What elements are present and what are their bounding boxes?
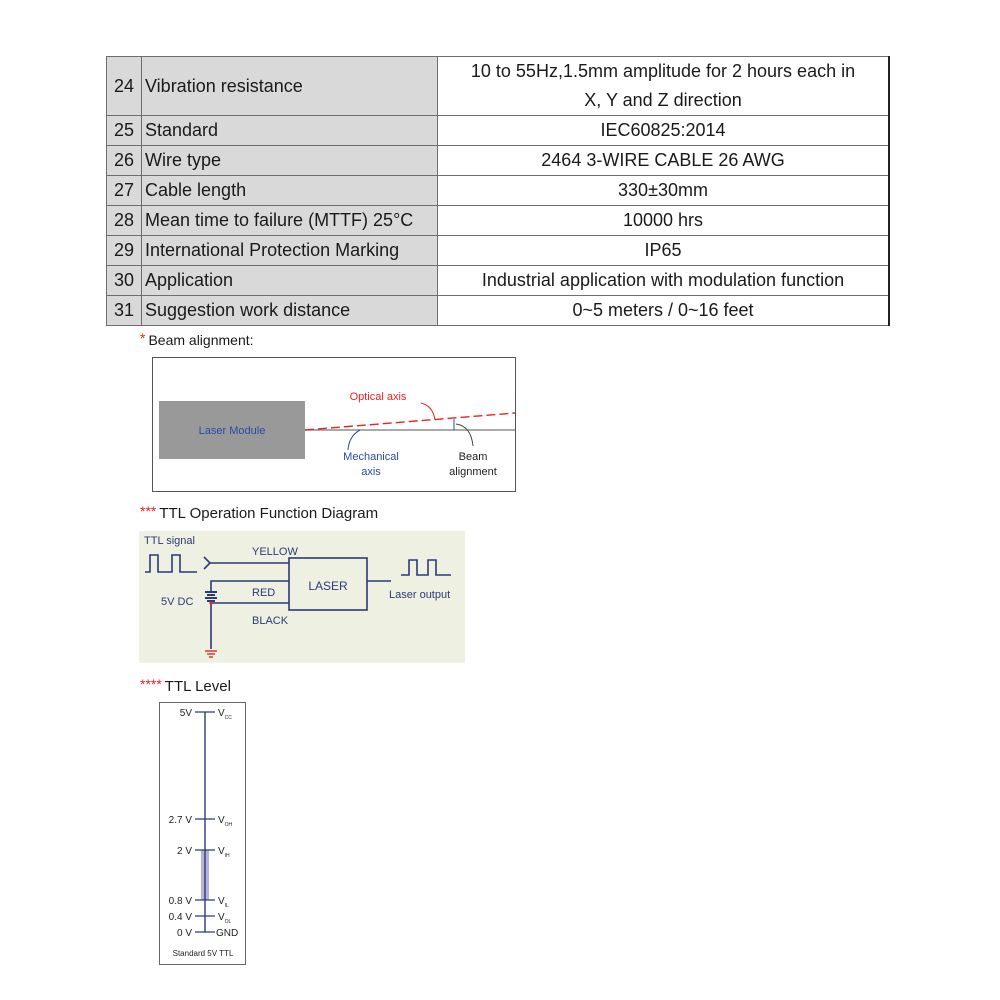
- ttl-level-diagram: [159, 702, 246, 965]
- row-number: 24: [107, 57, 142, 116]
- row-number: 30: [107, 266, 142, 296]
- ttl-operation-diagram: [139, 531, 465, 663]
- ttl-operation-heading: [140, 503, 378, 522]
- ttl-level-heading: [140, 676, 231, 695]
- beam-alignment-diagram: [152, 357, 516, 492]
- row-label: Standard: [142, 116, 438, 146]
- row-label: Wire type: [142, 146, 438, 176]
- level-name: $V_{OL}$: [218, 912, 232, 925]
- optical-axis-label: Optical axis: [349, 391, 407, 403]
- table-row: [107, 206, 890, 236]
- row-value: 2464 3-WIRE CABLE 26 AWG: [438, 146, 890, 176]
- row-number: 27: [107, 176, 142, 206]
- row-label: Cable length: [142, 176, 438, 206]
- row-label: International Protection Marking: [142, 236, 438, 266]
- supply-label: 5V DC: [161, 596, 194, 608]
- spec-table: [106, 56, 890, 326]
- row-value: 0~5 meters / 0~16 feet: [438, 296, 890, 326]
- row-value: 10000 hrs: [438, 206, 890, 236]
- row-label: Vibration resistance: [142, 57, 438, 116]
- table-row: [107, 266, 890, 296]
- level-name: $V_{IH}$: [218, 846, 230, 859]
- ground-icon: [205, 651, 217, 657]
- table-row: [107, 296, 890, 326]
- heading-text: TTL Operation Function Diagram: [159, 505, 379, 522]
- row-value: 330±30mm: [438, 176, 890, 206]
- junction-dot: [209, 601, 212, 604]
- ttl-signal-waveform: [145, 555, 197, 572]
- level-name: $V_{CC}$: [218, 708, 232, 721]
- level-voltage: 0.8 V: [168, 896, 192, 907]
- row-number: 29: [107, 236, 142, 266]
- mechanical-axis-label-line1: Mechanical: [343, 451, 399, 463]
- level-name: $V_{OH}$: [218, 815, 233, 828]
- beam-alignment-label-line2: alignment: [449, 466, 497, 478]
- beam-alignment-graphic: [153, 358, 515, 491]
- level-name: $V_{IL}$: [218, 896, 229, 909]
- wire-label-black: BLACK: [252, 615, 289, 627]
- beam-alignment-leader: [456, 424, 473, 446]
- heading-text: Beam alignment:: [148, 332, 254, 348]
- level-voltage: 2 V: [176, 846, 192, 857]
- table-row: [107, 236, 890, 266]
- ttl-level-graphic: [160, 703, 245, 964]
- laser-label: LASER: [308, 579, 348, 593]
- laser-output-label: Laser output: [389, 589, 451, 601]
- row-value: Industrial application with modulation function: [438, 266, 890, 296]
- wire-label-red: RED: [252, 587, 276, 599]
- row-number: 31: [107, 296, 142, 326]
- row-label: Mean time to failure (MTTF) 25°C: [142, 206, 438, 236]
- ttl-operation-graphic: [139, 531, 465, 663]
- laser-module-label: Laser Module: [198, 425, 266, 437]
- table-row: [107, 176, 890, 206]
- row-number: 26: [107, 146, 142, 176]
- ttl-level-caption: Standard 5V TTL: [172, 949, 234, 958]
- row-number: 25: [107, 116, 142, 146]
- footnote-marker: ***: [140, 503, 157, 519]
- signal-arrow-icon: [204, 557, 210, 569]
- mechanical-axis-leader: [348, 430, 360, 450]
- row-number: 28: [107, 206, 142, 236]
- ttl-signal-label: TTL signal: [144, 535, 195, 547]
- row-label: Application: [142, 266, 438, 296]
- laser-output-waveform: [401, 560, 451, 575]
- red-wire: [211, 581, 289, 592]
- level-voltage: 5V: [179, 708, 192, 719]
- battery-icon: [205, 592, 217, 601]
- row-value-line: 10 to 55Hz,1.5mm amplitude for 2 hours each in: [470, 61, 856, 81]
- row-value: [438, 57, 890, 116]
- optical-axis-leader: [421, 403, 435, 420]
- level-voltage: 0.4 V: [168, 912, 192, 923]
- mechanical-axis-label-line2: axis: [361, 466, 381, 478]
- table-row: [107, 57, 890, 116]
- table-row: [107, 146, 890, 176]
- footnote-marker: *: [140, 330, 146, 346]
- level-voltage: 0 V: [176, 928, 192, 939]
- optical-axis-line: [305, 413, 515, 430]
- beam-alignment-label-line1: Beam: [458, 451, 488, 463]
- wire-label-yellow: YELLOW: [252, 546, 298, 558]
- beam-alignment-heading: [140, 330, 254, 348]
- footnote-marker: ****: [140, 676, 162, 692]
- table-row: [107, 116, 890, 146]
- level-voltage: 2.7 V: [168, 815, 192, 826]
- row-value: IP65: [438, 236, 890, 266]
- row-label: Suggestion work distance: [142, 296, 438, 326]
- heading-text: TTL Level: [164, 678, 231, 695]
- row-value-line: X, Y and Z direction: [584, 90, 742, 110]
- level-name: GND: [216, 928, 239, 939]
- row-value: IEC60825:2014: [438, 116, 890, 146]
